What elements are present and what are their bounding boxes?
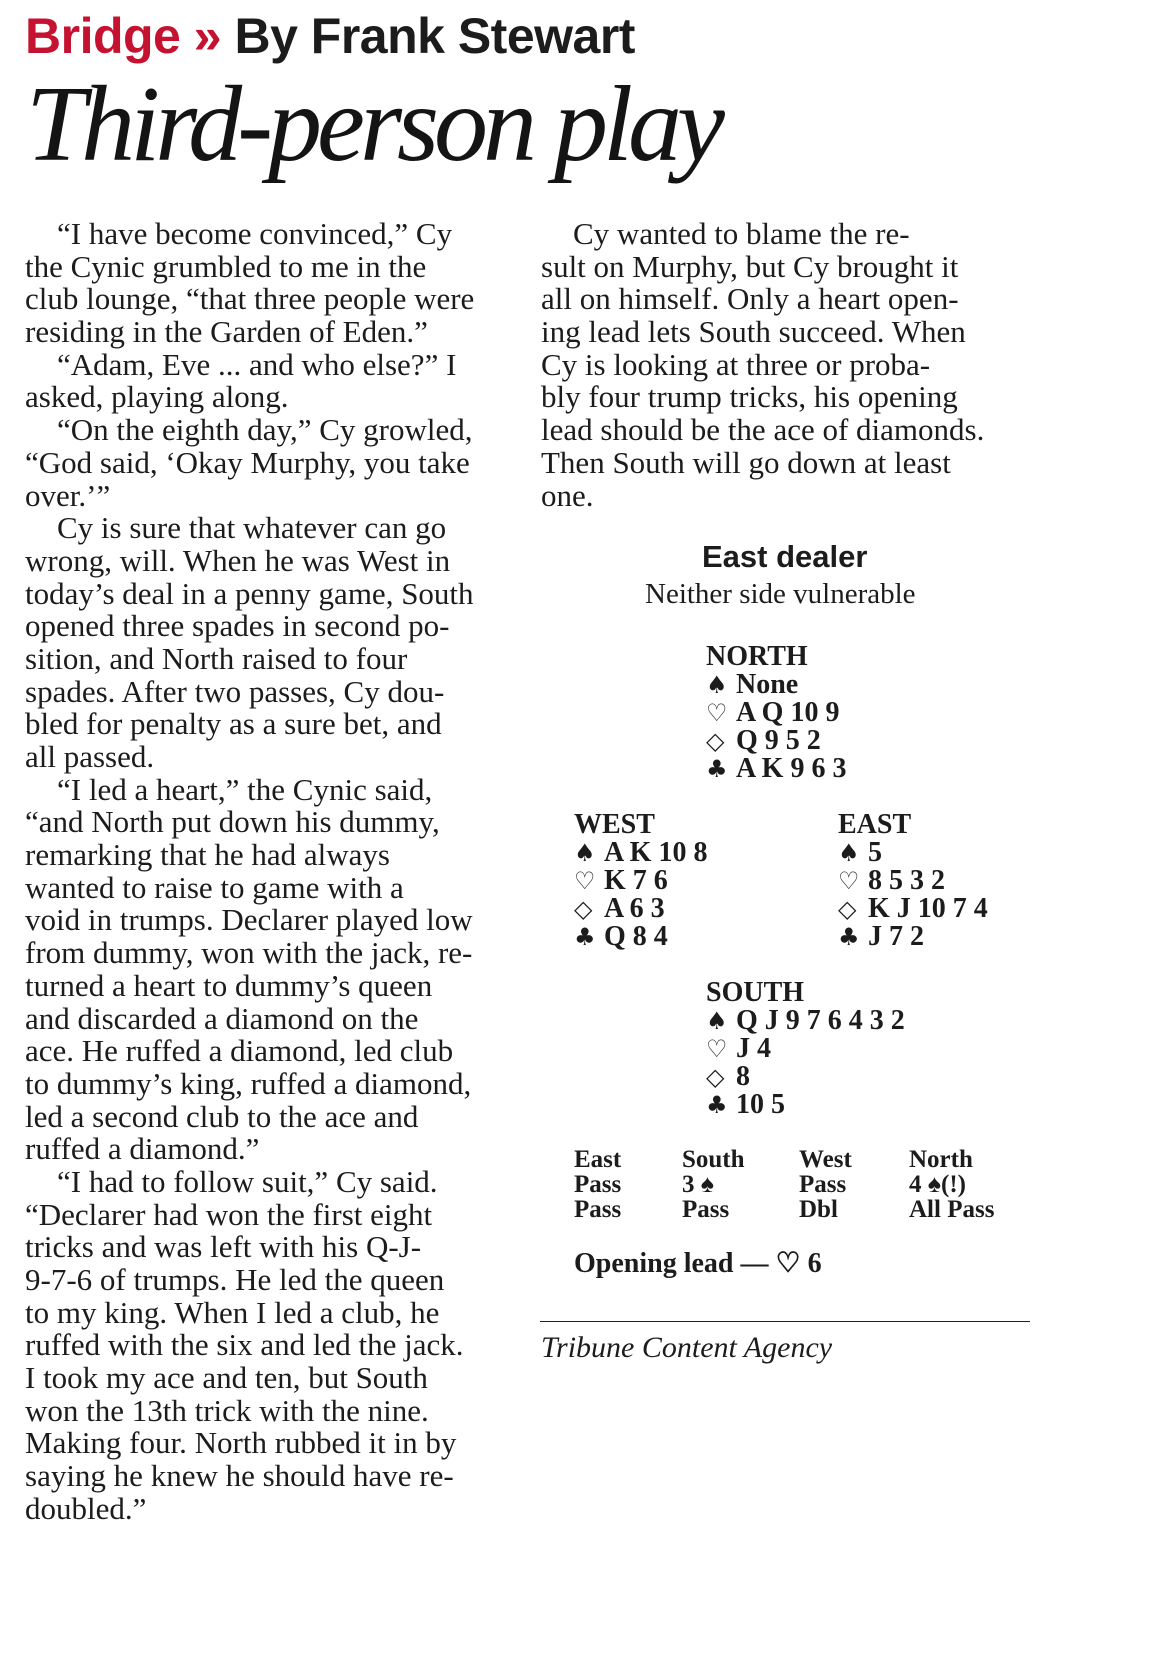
article-line: “I led a heart,” the Cynic said, [57, 771, 433, 807]
dealer-label: East dealer [702, 539, 868, 574]
club-icon: ♣ [574, 923, 596, 951]
article-line: “On the eighth day,” Cy growled, [57, 412, 473, 448]
article-line: wrong, will. When he was West in [25, 542, 451, 578]
west-hearts-holding [574, 867, 707, 895]
east-spades-cards: 5 [868, 837, 882, 868]
bidding-column-north [909, 1147, 994, 1222]
diamond-icon: ◇ [706, 1063, 725, 1091]
article-line: bled for penalty as a sure bet, and [25, 706, 442, 742]
bidding-column-west [799, 1147, 852, 1222]
article-line: from dummy, won with the jack, re- [25, 935, 473, 971]
diamond-icon: ◇ [574, 895, 593, 923]
bidding-call: All Pass [909, 1196, 995, 1223]
north-seat-label: NORTH [706, 641, 808, 672]
east-clubs-holding [838, 923, 988, 951]
article-line: “I had to follow suit,” Cy said. [57, 1163, 438, 1199]
article-line: saying he knew he should have re- [25, 1458, 454, 1494]
bidding-call: Pass [574, 1196, 622, 1223]
south-hearts-holding [706, 1035, 905, 1063]
south-spades-cards: Q J 9 7 6 4 3 2 [736, 1005, 905, 1036]
north-hand [706, 643, 846, 783]
article-line: “I have become convinced,” Cy [57, 216, 453, 251]
bidding-column-east [574, 1147, 621, 1222]
article-line: bly four trump tricks, his opening [541, 379, 958, 415]
article-line: “God said, ‘Okay Murphy, you take [25, 444, 470, 480]
article-line: Cy is looking at three or proba- [541, 346, 931, 382]
east-seat-label: EAST [838, 809, 912, 840]
south-spades-holding [706, 1007, 905, 1035]
article-line: won the 13th trick with the nine. [25, 1392, 429, 1428]
bidding-call: Pass [682, 1196, 730, 1223]
article-line: and discarded a diamond on the [25, 1000, 419, 1036]
article-line: “and North put down his dummy, [25, 804, 440, 840]
article-line: “Adam, Eve ... and who else?” I [57, 346, 457, 382]
heart-icon: ♡ [574, 867, 596, 895]
west-seat-label: WEST [574, 809, 655, 840]
headline: Third-person play [26, 65, 720, 184]
north-spades-cards: None [736, 669, 799, 700]
east-hearts-cards: 8 5 3 2 [868, 865, 945, 896]
article-line: led a second club to the ace and [25, 1098, 419, 1134]
spade-icon: ♠ [706, 1007, 728, 1035]
west-spades-cards: A K 10 8 [604, 837, 708, 868]
west-diamonds-cards: A 6 3 [604, 893, 665, 924]
heart-icon: ♡ [838, 867, 860, 895]
club-icon: ♣ [706, 1091, 728, 1119]
article-line: club lounge, “that three people were [25, 281, 475, 317]
east-spades-holding [838, 839, 988, 867]
section-label: Bridge » [25, 8, 222, 64]
article-line: sult on Murphy, but Cy brought it [541, 248, 959, 284]
west-diamonds-holding [574, 895, 707, 923]
heart-icon: ♡ [706, 1035, 728, 1063]
east-hearts-holding [838, 867, 988, 895]
article-line: tricks and was left with his Q-J- [25, 1229, 422, 1265]
west-clubs-holding [574, 923, 707, 951]
article-line: spades. After two passes, Cy dou- [25, 673, 445, 709]
north-diamonds-cards: Q 9 5 2 [736, 725, 821, 756]
article-line: opened three spades in second po- [25, 608, 450, 644]
article-right-column [541, 218, 1031, 512]
bidding-seat-header: West [799, 1146, 852, 1173]
article-line: lead should be the ace of diamonds. [541, 412, 985, 448]
article-line: “Declarer had won the first eight [25, 1196, 433, 1232]
opening-lead: Opening lead — ♡ 6 [574, 1248, 822, 1279]
article-line: remarking that he had always [25, 837, 390, 873]
bidding-call: 3 ♠ [682, 1171, 715, 1198]
bidding-column-south [682, 1147, 745, 1222]
south-hearts-cards: J 4 [736, 1033, 771, 1064]
north-clubs-cards: A K 9 6 3 [736, 753, 847, 784]
north-diamonds-holding [706, 727, 846, 755]
article-line: 9-7-6 of trumps. He led the queen [25, 1262, 445, 1297]
article-line: Making four. North rubbed it in by [25, 1425, 457, 1461]
byline: By Frank Stewart [234, 8, 635, 64]
article-line: Cy wanted to blame the re- [573, 216, 910, 251]
diamond-icon: ◇ [706, 727, 725, 755]
article-line: ing lead lets South succeed. When [541, 314, 966, 350]
article-line: Cy is sure that whatever can go [57, 510, 447, 546]
divider-rule [540, 1321, 1030, 1322]
article-line: turned a heart to dummy’s queen [25, 967, 433, 1003]
article-line: the Cynic grumbled to me in the [25, 248, 427, 284]
north-spades-holding [706, 671, 846, 699]
article-line: over.’” [25, 477, 111, 513]
bidding-seat-header: East [574, 1146, 622, 1173]
spade-icon: ♠ [574, 839, 596, 867]
heart-icon: ♡ [706, 699, 728, 727]
article-line: one. [541, 477, 594, 513]
article-line: all on himself. Only a heart open- [541, 281, 959, 317]
article-line: doubled.” [25, 1490, 147, 1526]
club-icon: ♣ [838, 923, 860, 951]
south-seat-label: SOUTH [706, 977, 805, 1008]
south-clubs-holding [706, 1091, 905, 1119]
bidding-call: 4 ♠(!) [909, 1171, 967, 1198]
bidding-seat-header: North [909, 1146, 973, 1173]
vulnerability-label: Neither side vulnerable [645, 578, 916, 610]
article-line: to my king. When I led a club, he [25, 1294, 440, 1330]
article-line: asked, playing along. [25, 379, 289, 415]
west-clubs-cards: Q 8 4 [604, 921, 668, 952]
article-line: sition, and North raised to four [25, 640, 408, 676]
column-header [25, 8, 635, 64]
west-hearts-cards: K 7 6 [604, 865, 668, 896]
south-hand [706, 979, 905, 1119]
south-diamonds-holding [706, 1063, 905, 1091]
article-left-column [25, 218, 515, 1526]
article-line: wanted to raise to game with a [25, 869, 404, 905]
club-icon: ♣ [706, 755, 728, 783]
east-diamonds-cards: K J 10 7 4 [868, 893, 988, 924]
agency-credit: Tribune Content Agency [541, 1331, 833, 1364]
west-spades-holding [574, 839, 707, 867]
spade-icon: ♠ [706, 671, 728, 699]
article-line: ruffed with the six and led the jack. [25, 1327, 464, 1363]
south-clubs-cards: 10 5 [736, 1089, 785, 1120]
article-line: residing in the Garden of Eden.” [25, 314, 428, 350]
diamond-icon: ◇ [838, 895, 857, 923]
north-clubs-holding [706, 755, 846, 783]
bidding-call: Pass [574, 1171, 622, 1198]
spade-icon: ♠ [838, 839, 860, 867]
south-diamonds-cards: 8 [736, 1061, 750, 1092]
article-line: all passed. [25, 739, 155, 774]
article-line: ace. He ruffed a diamond, led club [25, 1033, 454, 1069]
article-line: I took my ace and ten, but South [25, 1360, 428, 1396]
north-hearts-holding [706, 699, 846, 727]
article-line: void in trumps. Declarer played low [25, 902, 473, 938]
article-line: to dummy’s king, ruffed a diamond, [25, 1065, 472, 1101]
article-line: Then South will go down at least [541, 444, 951, 480]
east-diamonds-holding [838, 895, 988, 923]
article-line: ruffed a diamond.” [25, 1131, 260, 1167]
article-line: today’s deal in a penny game, South [25, 575, 474, 611]
bidding-seat-header: South [682, 1146, 745, 1173]
bidding-call: Dbl [799, 1196, 838, 1223]
bidding-call: Pass [799, 1171, 847, 1198]
west-hand [574, 811, 707, 951]
east-clubs-cards: J 7 2 [868, 921, 924, 952]
east-hand [838, 811, 988, 951]
north-hearts-cards: A Q 10 9 [736, 697, 840, 728]
